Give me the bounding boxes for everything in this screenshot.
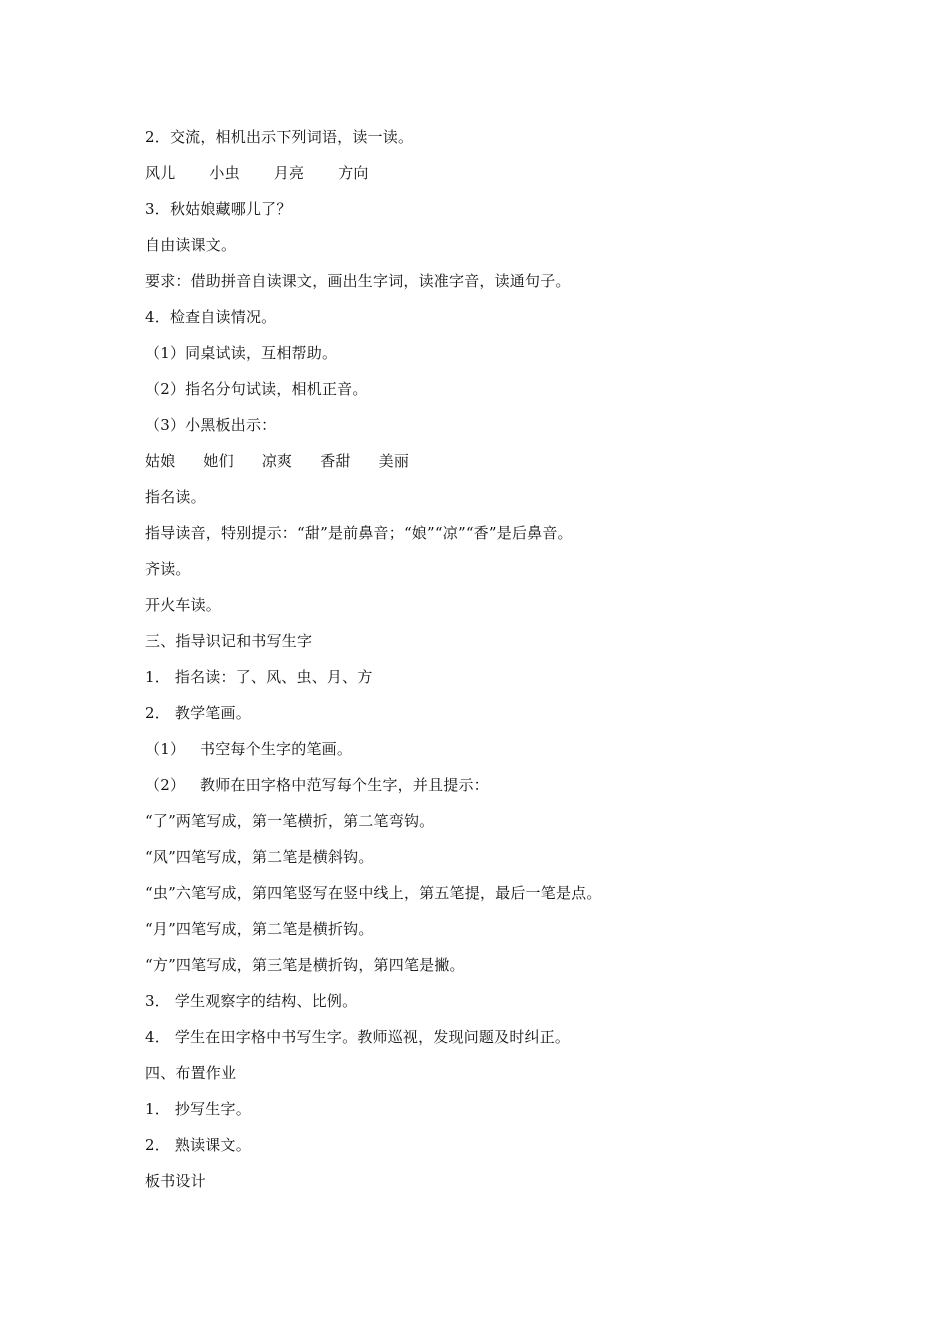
text-line: 齐读。: [145, 560, 191, 578]
text-line: （3）小黑板出示：: [145, 416, 277, 434]
text-line: 3．秋姑娘藏哪儿了？: [145, 200, 292, 218]
text-line: 开火车读。: [145, 596, 222, 614]
text-line: 4．检查自读情况。: [145, 308, 277, 326]
vocabulary-word: 月亮: [273, 164, 305, 182]
vocabulary-word: 姑娘: [145, 452, 176, 470]
text-line: 1． 指名读：了、风、虫、月、方: [145, 668, 373, 686]
vocabulary-word: 香甜: [320, 452, 351, 470]
section-heading: 板书设计: [145, 1172, 206, 1190]
vocabulary-row: [145, 448, 845, 484]
text-line: （2） 教师在田字格中范写每个生字，并且提示：: [145, 776, 489, 794]
vocabulary-word: 美丽: [378, 452, 410, 470]
text-line: 指导读音，特别提示：“甜”是前鼻音；“娘”“凉”“香”是后鼻音。: [145, 524, 573, 542]
text-line: （1）同桌试读，互相帮助。: [145, 344, 338, 362]
text-line: 4． 学生在田字格中书写生字。教师巡视，发现问题及时纠正。: [145, 1028, 571, 1046]
vocabulary-word: 小虫: [209, 164, 240, 182]
vocabulary-word: 方向: [338, 164, 369, 182]
text-line: “虫”六笔写成，第四笔竖写在竖中线上，第五笔提，最后一笔是点。: [145, 884, 602, 902]
text-line: “风”四笔写成，第二笔是横斜钩。: [145, 848, 374, 866]
vocabulary-word: 凉爽: [261, 452, 293, 470]
text-line: 3． 学生观察字的结构、比例。: [145, 992, 358, 1010]
vocabulary-word: 风儿: [145, 164, 176, 182]
vocabulary-word: 她们: [203, 452, 234, 470]
text-line: 指名读。: [145, 488, 206, 506]
text-line: “方”四笔写成，第三笔是横折钩，第四笔是撇。: [145, 956, 465, 974]
text-line: 自由读课文。: [145, 236, 237, 254]
text-line: 2． 教学笔画。: [145, 704, 251, 722]
section-heading: 四、布置作业: [145, 1064, 237, 1082]
text-line: （1） 书空每个生字的笔画。: [145, 740, 353, 758]
text-line: 要求：借助拼音自读课文，画出生字词，读准字音，读通句子。: [145, 272, 571, 290]
text-line: 1． 抄写生字。: [145, 1100, 251, 1118]
lesson-plan-body: [145, 124, 845, 1204]
text-line: 2． 熟读课文。: [145, 1136, 251, 1154]
section-heading: 三、指导识记和书写生字: [145, 632, 313, 650]
text-line: 2．交流，相机出示下列词语，读一读。: [145, 128, 414, 146]
text-line: “了”两笔写成，第一笔横折，第二笔弯钩。: [145, 812, 435, 830]
text-line: （2）指名分句试读，相机正音。: [145, 380, 368, 398]
text-line: “月”四笔写成，第二笔是横折钩。: [145, 920, 374, 938]
vocabulary-row: [145, 160, 845, 196]
